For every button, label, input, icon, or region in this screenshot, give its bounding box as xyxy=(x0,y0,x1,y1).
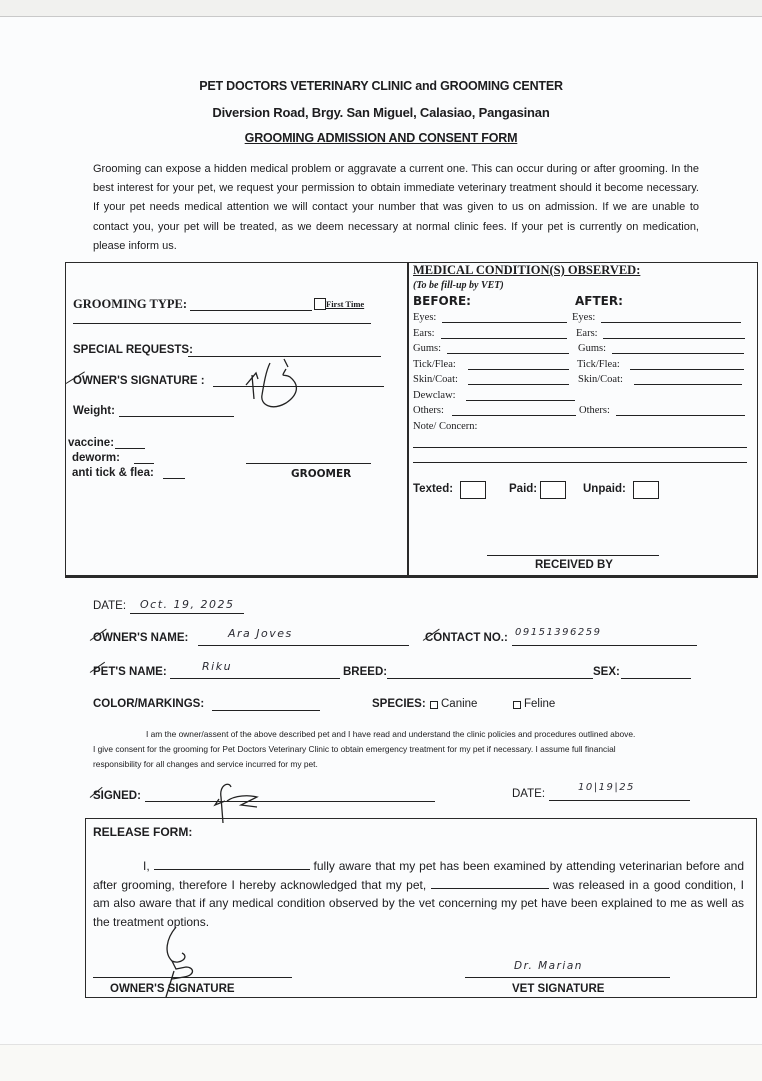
note-line-1[interactable] xyxy=(413,447,747,448)
note-concern-label: Note/ Concern: xyxy=(413,421,478,432)
date-label: DATE: xyxy=(93,600,127,612)
special-requests-label: SPECIAL REQUESTS: xyxy=(73,344,193,356)
contact-value: 09151396259 xyxy=(515,627,602,638)
release-pet-name-field[interactable] xyxy=(431,877,549,889)
release-owner-name-field[interactable] xyxy=(154,858,310,870)
groomer-label: GROOMER xyxy=(291,468,352,480)
feline-label: Feline xyxy=(524,698,556,710)
before-skincoat-field[interactable] xyxy=(468,384,569,385)
first-time-checkbox[interactable] xyxy=(314,298,326,310)
unpaid-label: Unpaid: xyxy=(583,483,626,495)
medical-subtitle: (To be fill-up by VET) xyxy=(413,280,504,291)
signed-label: SIGNED: xyxy=(93,790,141,802)
form-title: GROOMING ADMISSION AND CONSENT FORM xyxy=(244,131,518,145)
after-skincoat-label: Skin/Coat: xyxy=(578,374,623,385)
before-eyes-label: Eyes: xyxy=(413,312,437,323)
after-others-field[interactable] xyxy=(616,415,745,416)
color-markings-label: COLOR/MARKINGS: xyxy=(93,698,205,710)
contact-field[interactable] xyxy=(512,645,697,646)
feline-checkbox[interactable] xyxy=(513,701,521,709)
owner-name-field[interactable] xyxy=(198,645,409,646)
intro-paragraph: Grooming can expose a hidden medical problem or aggravate a current one. This can occur during or after grooming. In the best interest for your pet, we request your permission to obtain immediate veterinary treatment should it become necessary. If your pet needs medical attention we will contact your number that was given to us on admission. If we are unable to contact you, your pet will be treated, as we deem necessary at normal clinic fees. If your pet is currently on medication, please inform us. xyxy=(93,163,699,252)
consent-line-3: responsibility for all changes and service incurred for my pet. xyxy=(93,759,318,769)
vet-signature-value: Dr. Marian xyxy=(514,960,583,972)
before-label: BEFORE: xyxy=(413,294,471,308)
after-tickflea-field[interactable] xyxy=(630,369,744,370)
owner-signature-label: OWNER'S SIGNATURE : xyxy=(73,375,205,387)
clinic-name: PET DOCTORS VETERINARY CLINIC and GROOMING CENTER xyxy=(199,79,563,93)
before-eyes-field[interactable] xyxy=(442,322,567,323)
pet-name-label: PET'S NAME: xyxy=(93,666,167,678)
pet-name-value: Riku xyxy=(202,660,233,673)
release-paragraph xyxy=(93,857,744,931)
canine-checkbox[interactable] xyxy=(430,701,438,709)
canine-label: Canine xyxy=(441,698,478,710)
vet-signature-label: VET SIGNATURE xyxy=(512,983,605,995)
color-markings-field[interactable] xyxy=(212,710,320,711)
weight-label: Weight: xyxy=(73,405,115,417)
sex-field[interactable] xyxy=(621,678,691,679)
unpaid-checkbox[interactable] xyxy=(633,481,659,499)
scan-bottom-edge xyxy=(0,1044,762,1081)
sex-label: SEX: xyxy=(593,666,620,678)
before-others-label: Others: xyxy=(413,405,444,416)
after-eyes-label: Eyes: xyxy=(572,312,596,323)
anti-tick-flea-field[interactable] xyxy=(163,478,185,479)
before-tickflea-label: Tick/Flea: xyxy=(413,359,456,370)
date-value: Oct. 19, 2025 xyxy=(140,598,235,611)
after-others-label: Others: xyxy=(579,405,610,416)
consent-line-1: I am the owner/assent of the above described pet and I have read and understand the clinic policies and procedures outlined above. xyxy=(146,729,636,739)
grooming-type-field[interactable] xyxy=(190,310,312,311)
release-form-title: RELEASE FORM: xyxy=(93,825,193,839)
species-label: SPECIES: xyxy=(372,698,426,710)
groomer-signature-line[interactable] xyxy=(246,463,371,464)
vaccine-field[interactable] xyxy=(115,448,145,449)
grooming-type-label: GROOMING TYPE: xyxy=(73,297,188,311)
after-label: AFTER: xyxy=(575,294,623,308)
vet-signature-line[interactable] xyxy=(465,977,670,978)
before-dewclaw-field[interactable] xyxy=(466,400,575,401)
grooming-type-extra-line[interactable] xyxy=(73,323,371,324)
vaccine-label: vaccine: xyxy=(68,437,115,449)
received-by-label: RECEIVED BY xyxy=(535,559,613,571)
owner-name-label: OWNER'S NAME: xyxy=(93,632,189,644)
release-text-3: was released in a good condition, I am also aware that if any medical condition observed by the vet concerning my pet have been explained to me as well as the treatment options. xyxy=(93,877,744,929)
texted-checkbox[interactable] xyxy=(460,481,486,499)
release-owner-signature-label: OWNER'S SIGNATURE xyxy=(110,983,235,995)
release-text-1: I, xyxy=(143,859,150,873)
consent-date-field[interactable] xyxy=(549,800,690,801)
deworm-field[interactable] xyxy=(134,463,154,464)
received-by-line[interactable] xyxy=(487,555,659,556)
owner-signature-scribble xyxy=(240,355,310,415)
breed-field[interactable] xyxy=(387,678,593,679)
signed-field[interactable] xyxy=(145,801,435,802)
before-ears-label: Ears: xyxy=(413,328,435,339)
weight-field[interactable] xyxy=(119,416,234,417)
after-gums-field[interactable] xyxy=(612,353,744,354)
consent-line-2: I give consent for the grooming for Pet Doctors Veterinary Clinic to obtain emergency treatment for my pet if necessary. I assume full financial xyxy=(93,744,616,754)
contact-label: CONTACT NO.: xyxy=(425,632,508,644)
breed-label: BREED: xyxy=(343,666,388,678)
deworm-label: deworm: xyxy=(72,452,120,464)
before-dewclaw-label: Dewclaw: xyxy=(413,390,456,401)
before-gums-field[interactable] xyxy=(447,353,569,354)
paid-checkbox[interactable] xyxy=(540,481,566,499)
owner-name-value: Ara Joves xyxy=(228,627,293,640)
before-ears-field[interactable] xyxy=(441,338,567,339)
after-ears-field[interactable] xyxy=(603,338,745,339)
before-tickflea-field[interactable] xyxy=(468,369,569,370)
consent-date-value: 10|19|25 xyxy=(578,782,635,793)
after-tickflea-label: Tick/Flea: xyxy=(577,359,620,370)
note-line-2[interactable] xyxy=(413,462,747,463)
medical-title: MEDICAL CONDITION(S) OBSERVED: xyxy=(413,263,641,277)
clinic-address: Diversion Road, Brgy. San Miguel, Calasiao, Pangasinan xyxy=(212,105,550,120)
before-others-field[interactable] xyxy=(452,415,576,416)
consent-date-label: DATE: xyxy=(512,788,546,800)
paid-label: Paid: xyxy=(509,483,538,495)
date-field[interactable] xyxy=(130,613,244,614)
pet-name-field[interactable] xyxy=(170,678,340,679)
after-eyes-field[interactable] xyxy=(601,322,741,323)
box-divider xyxy=(407,262,409,577)
scan-top-edge xyxy=(0,0,762,17)
after-ears-label: Ears: xyxy=(576,328,598,339)
texted-label: Texted: xyxy=(413,483,454,495)
after-skincoat-field[interactable] xyxy=(634,384,742,385)
after-gums-label: Gums: xyxy=(578,343,607,354)
release-owner-signature-scribble xyxy=(160,925,210,1000)
release-text-2: fully aware that my pet has been examined by attending veterinarian before and after grooming, therefore I hereby acknowledged that my pet, xyxy=(93,859,744,892)
before-gums-label: Gums: xyxy=(413,343,442,354)
anti-tick-flea-label: anti tick & flea: xyxy=(72,467,154,479)
first-time-label: First Time xyxy=(326,299,365,309)
before-skincoat-label: Skin/Coat: xyxy=(413,374,458,385)
